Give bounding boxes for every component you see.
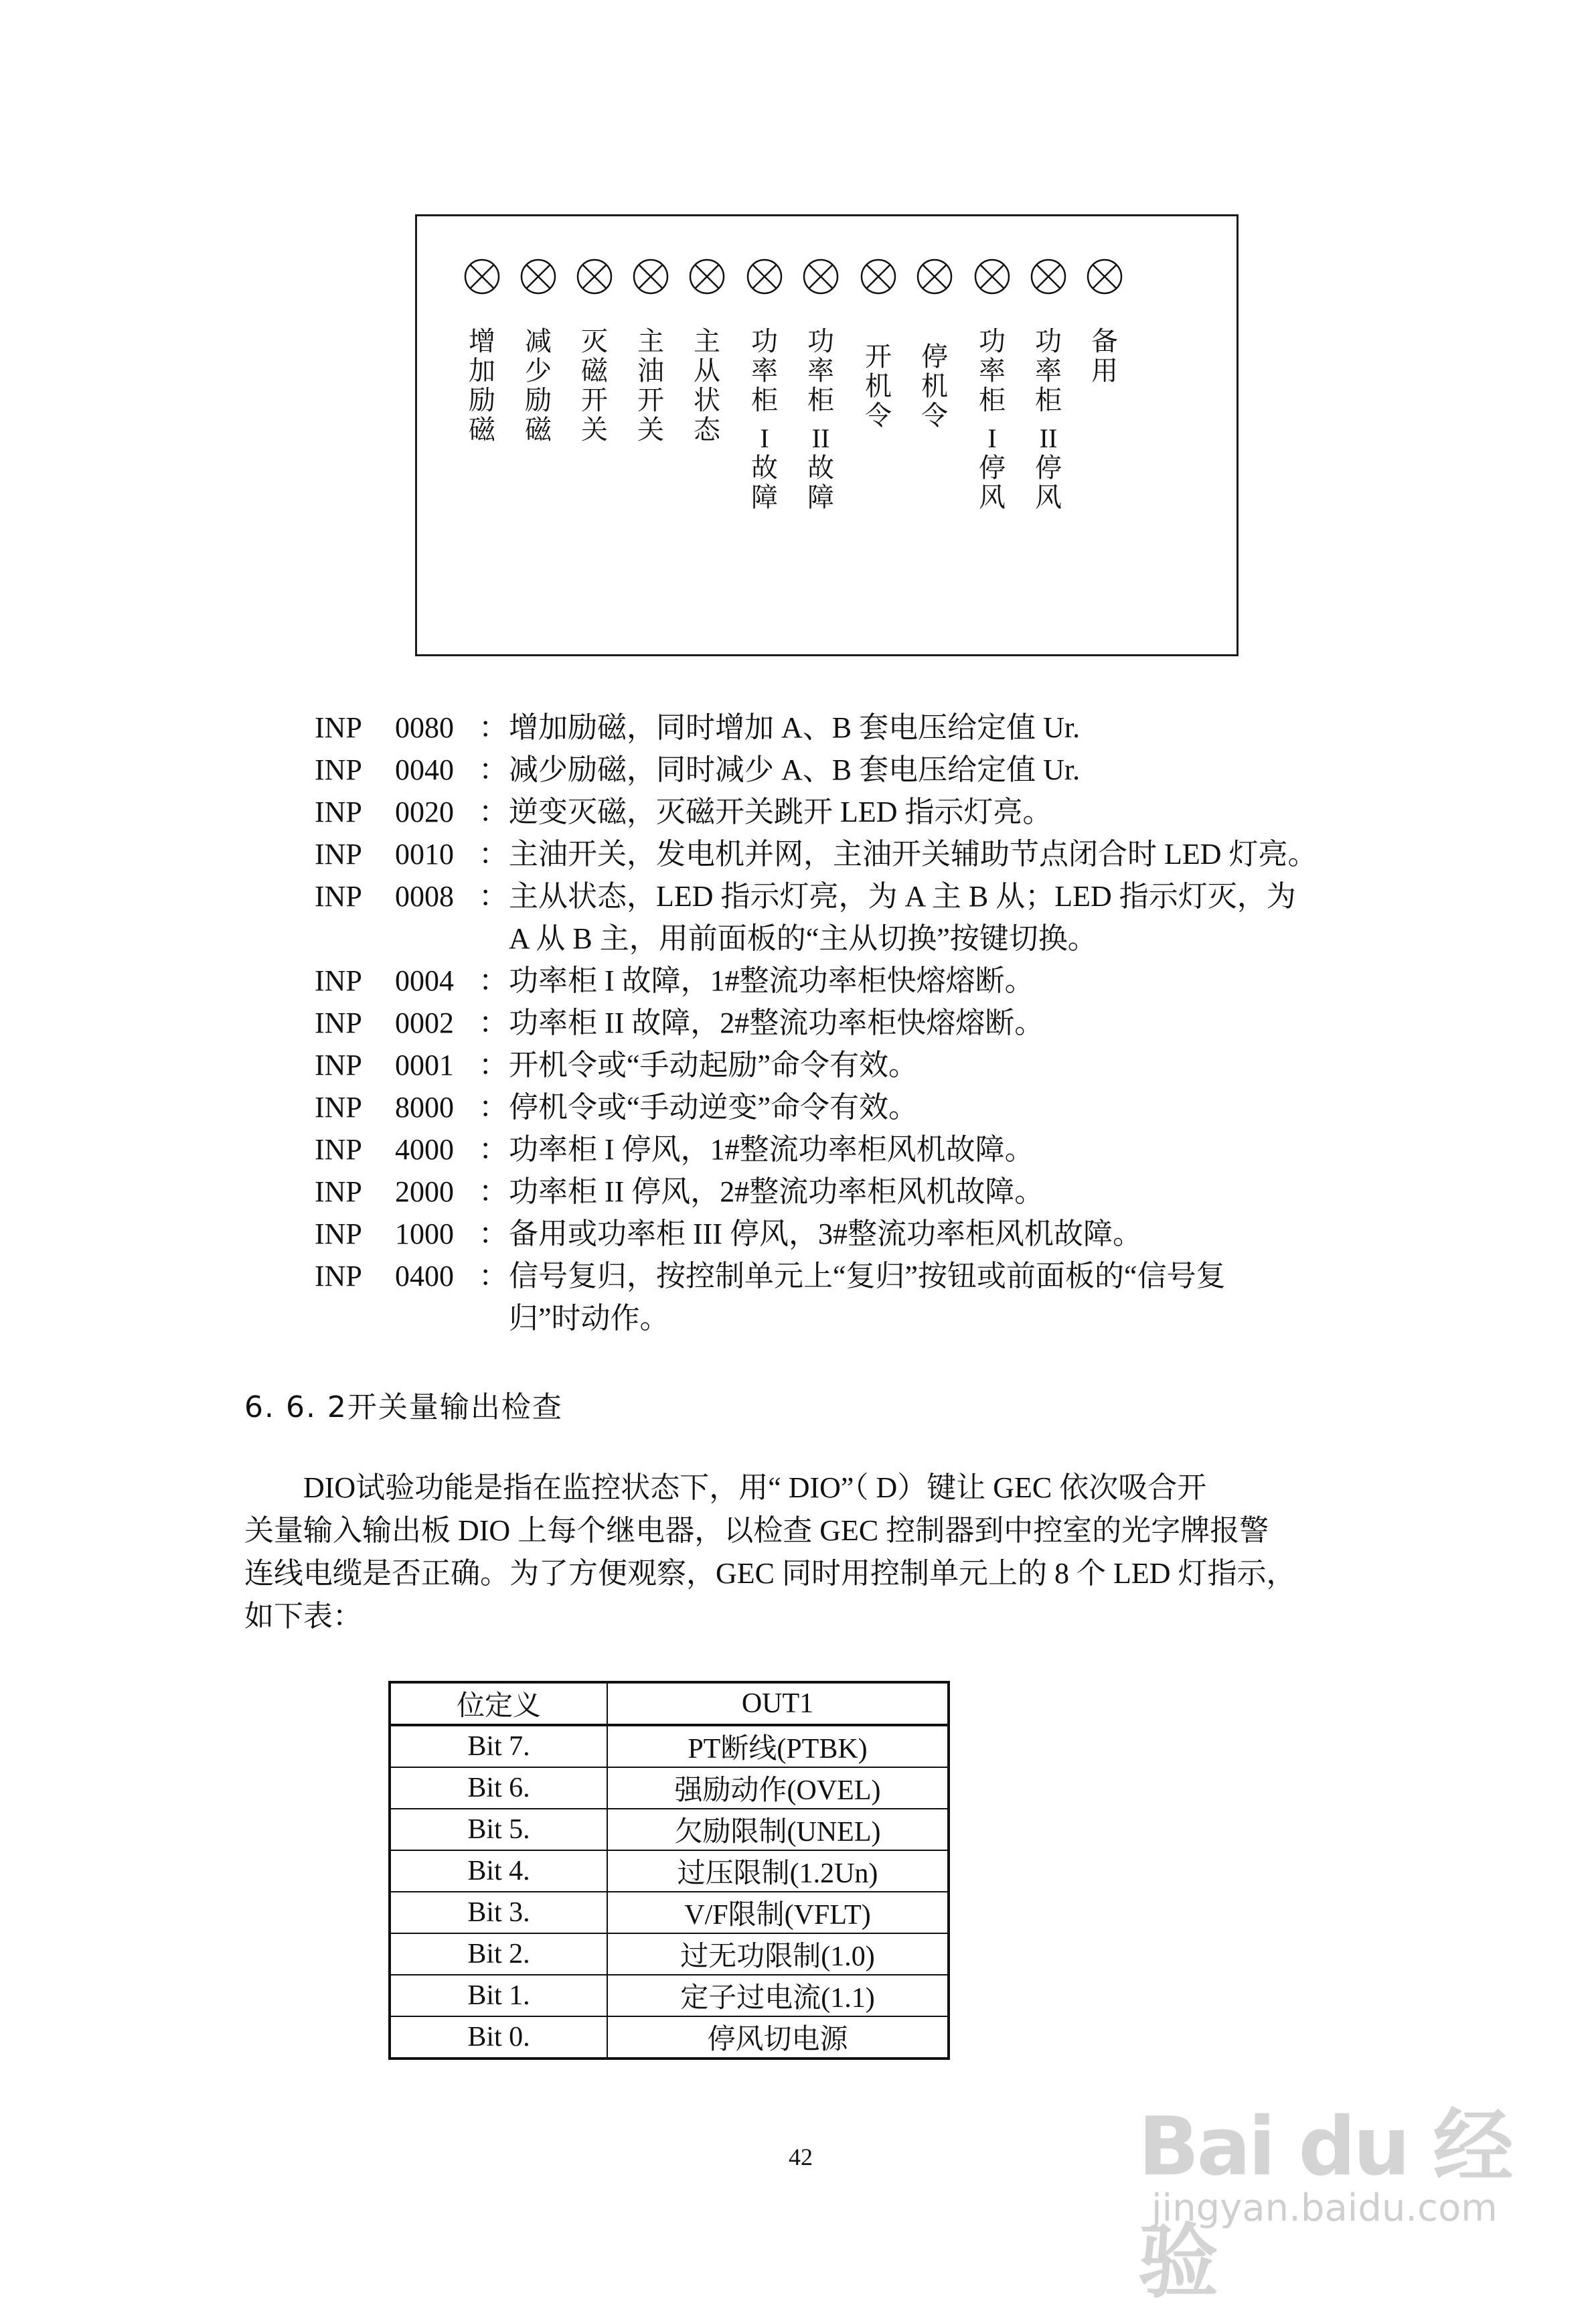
watermark-logo-text: Bai du 经验 xyxy=(1138,2101,1511,2309)
indicator-sublabel xyxy=(791,424,851,512)
indicator-label-char: 开 xyxy=(581,385,608,415)
paragraph-line: DIO试验功能是指在监控状态下，用“ DIO”（ D）键让 GEC 依次吸合开 xyxy=(244,1471,1207,1504)
led-indicator xyxy=(677,216,737,658)
indicator-label-char: 增 xyxy=(469,326,495,356)
indicator-label xyxy=(791,327,851,415)
indicator-label-char: 功 xyxy=(807,326,834,356)
indicator-lamp-icon xyxy=(746,258,783,295)
indicator-label xyxy=(677,327,737,445)
table-row xyxy=(390,1933,949,1975)
indicator-sublabel-char: 风 xyxy=(979,482,1006,512)
bit-cell: Bit 2. xyxy=(390,1933,607,1975)
inp-row xyxy=(315,1213,1372,1255)
inp-row xyxy=(315,1171,1372,1213)
indicator-label xyxy=(1018,327,1079,415)
indicator-label-char: 励 xyxy=(525,385,552,415)
inp-row xyxy=(315,1002,1372,1044)
indicator-label-char: 关 xyxy=(637,415,664,445)
out1-cell: V/F限制(VFLT) xyxy=(607,1892,949,1933)
inp-keyword: INP xyxy=(315,880,362,913)
indicator-sublabel xyxy=(734,424,795,512)
indicator-label xyxy=(734,327,795,415)
inp-keyword: INP xyxy=(315,1260,362,1292)
led-indicator xyxy=(564,216,625,658)
bit-cell: Bit 5. xyxy=(390,1809,607,1850)
indicator-label-char: 态 xyxy=(694,415,720,445)
indicator-label-char: 令 xyxy=(921,400,948,431)
indicator-label-char: 少 xyxy=(525,356,552,386)
inp-description: 开机令或“手动起励”命令有效。 xyxy=(509,1049,919,1081)
bit-cell: Bit 7. xyxy=(390,1725,607,1767)
indicator-sublabel-char: 停 xyxy=(1035,453,1062,483)
inp-colon: ： xyxy=(479,1217,508,1250)
indicator-label-char: 磁 xyxy=(525,415,552,445)
inp-code: 0080 xyxy=(395,711,454,744)
indicator-label-char: 柜 xyxy=(751,385,778,415)
inp-code: 0001 xyxy=(395,1049,454,1081)
led-indicator xyxy=(962,216,1022,658)
inp-description-continued: A 从 B 主，用前面板的“主从切换”按键切换。 xyxy=(509,922,1097,955)
header-out1: OUT1 xyxy=(607,1682,949,1725)
indicator-label-char: 机 xyxy=(865,371,892,401)
inp-colon: ： xyxy=(479,711,508,744)
indicator-label-char: 令 xyxy=(865,400,892,431)
bit-cell: Bit 4. xyxy=(390,1850,607,1892)
indicator-label-char: 柜 xyxy=(1035,385,1062,415)
led-indicator xyxy=(508,216,568,658)
indicator-lamp-icon xyxy=(463,258,501,295)
table-row xyxy=(390,1850,949,1892)
indicator-label-char: 率 xyxy=(979,356,1006,386)
indicator-lamp-icon xyxy=(688,258,726,295)
inp-row xyxy=(315,706,1372,749)
out1-cell: 过压限制(1.2Un) xyxy=(607,1850,949,1892)
section-title: 6. 6. 2开关量输出检查 xyxy=(244,1390,563,1424)
table-row xyxy=(390,1767,949,1809)
inp-keyword: INP xyxy=(315,838,362,871)
inp-keyword: INP xyxy=(315,796,362,828)
indicator-sublabel xyxy=(962,424,1022,512)
indicator-lamp-icon xyxy=(802,258,840,295)
led-indicator xyxy=(791,216,851,658)
indicator-lamp-icon xyxy=(576,258,613,295)
inp-code: 2000 xyxy=(395,1175,454,1208)
inp-colon: ： xyxy=(479,964,508,997)
inp-keyword: INP xyxy=(315,1049,362,1081)
indicator-lamp-icon xyxy=(520,258,557,295)
indicator-label xyxy=(904,342,965,431)
indicator-label-char: 磁 xyxy=(581,356,608,386)
inp-colon: ： xyxy=(479,1091,508,1124)
led-indicator xyxy=(904,216,965,658)
indicator-sublabel-char: 故 xyxy=(751,453,778,483)
indicator-sublabel-char: II xyxy=(1039,423,1058,453)
indicator-label-char: 停 xyxy=(921,342,948,372)
dio-bit-table xyxy=(388,1681,950,2060)
led-indicator-panel xyxy=(415,214,1239,656)
indicator-label-char: 率 xyxy=(807,356,834,386)
indicator-label-char: 开 xyxy=(865,342,892,372)
indicator-label-char: 柜 xyxy=(807,385,834,415)
inp-description: 减少励磁，同时减少 A、B 套电压给定值 Ur. xyxy=(509,753,1081,786)
indicator-label-char: 从 xyxy=(694,356,720,386)
inp-row xyxy=(315,1128,1372,1171)
inp-code: 0020 xyxy=(395,796,454,828)
inp-row xyxy=(315,833,1372,875)
table-header-row xyxy=(390,1682,949,1725)
bit-cell: Bit 0. xyxy=(390,2016,607,2059)
inp-row xyxy=(315,960,1372,1002)
inp-row xyxy=(315,791,1372,833)
inp-code: 0008 xyxy=(395,880,454,913)
inp-description: 功率柜 II 停风，2#整流功率柜风机故障。 xyxy=(509,1175,1044,1208)
indicator-label-char: 率 xyxy=(751,356,778,386)
inp-description: 信号复归，按控制单元上“复归”按钮或前面板的“信号复 xyxy=(509,1260,1226,1292)
header-bit-definition: 位定义 xyxy=(390,1682,607,1725)
inp-list xyxy=(315,706,1372,1339)
paragraph-line: 连线电缆是否正确。为了方便观察，GEC 同时用控制单元上的 8 个 LED 灯指示， xyxy=(244,1557,1296,1590)
inp-keyword: INP xyxy=(315,753,362,786)
inp-keyword: INP xyxy=(315,1133,362,1166)
indicator-lamp-icon xyxy=(1086,258,1123,295)
inp-colon: ： xyxy=(479,1006,508,1039)
inp-description: 停机令或“手动逆变”命令有效。 xyxy=(509,1091,919,1124)
inp-colon: ： xyxy=(479,1260,508,1292)
inp-colon: ： xyxy=(479,1133,508,1166)
paragraph-line: 如下表： xyxy=(244,1600,362,1633)
inp-description: 功率柜 I 停风，1#整流功率柜风机故障。 xyxy=(509,1133,1034,1166)
inp-row xyxy=(315,1086,1372,1128)
led-indicator xyxy=(848,216,908,658)
watermark-url: jingyan.baidu.com xyxy=(1151,2186,1498,2230)
indicator-sublabel-char: 风 xyxy=(1035,482,1062,512)
inp-description: 主油开关，发电机并网，主油开关辅助节点闭合时 LED 灯亮。 xyxy=(509,838,1318,871)
indicator-label-char: 机 xyxy=(921,371,948,401)
page-number: 42 xyxy=(789,2144,813,2170)
inp-keyword: INP xyxy=(315,964,362,997)
indicator-sublabel-char: I xyxy=(760,423,769,453)
led-indicator xyxy=(452,216,512,658)
inp-colon: ： xyxy=(479,753,508,786)
inp-keyword: INP xyxy=(315,1217,362,1250)
out1-cell: 强励动作(OVEL) xyxy=(607,1767,949,1809)
indicator-sublabel-char: 停 xyxy=(979,453,1006,483)
inp-row xyxy=(315,1044,1372,1086)
indicator-sublabel-char: 障 xyxy=(751,482,778,512)
indicator-sublabel xyxy=(1018,424,1079,512)
indicator-lamp-icon xyxy=(1030,258,1067,295)
indicator-label xyxy=(1074,327,1135,386)
indicator-label-char: 灭 xyxy=(581,326,608,356)
indicator-label-char: 主 xyxy=(694,326,720,356)
indicator-label-char: 开 xyxy=(637,385,664,415)
indicator-label-char: 油 xyxy=(637,356,664,386)
inp-colon: ： xyxy=(479,838,508,871)
inp-code: 0002 xyxy=(395,1006,454,1039)
indicator-lamp-icon xyxy=(973,258,1011,295)
led-indicator xyxy=(1018,216,1079,658)
inp-keyword: INP xyxy=(315,1175,362,1208)
indicator-sublabel-char: I xyxy=(987,423,997,453)
inp-row xyxy=(315,1255,1372,1339)
out1-cell: 停风切电源 xyxy=(607,2016,949,2059)
inp-description: 功率柜 I 故障，1#整流功率柜快熔熔断。 xyxy=(509,964,1034,997)
indicator-label-char: 主 xyxy=(637,326,664,356)
indicator-label xyxy=(508,327,568,445)
inp-code: 0400 xyxy=(395,1260,454,1292)
indicator-label xyxy=(452,327,512,445)
paragraph-line: 关量输入输出板 DIO 上每个继电器，以检查 GEC 控制器到中控室的光字牌报警 xyxy=(244,1514,1269,1547)
inp-keyword: INP xyxy=(315,711,362,744)
led-indicator xyxy=(734,216,795,658)
inp-description: 逆变灭磁，灭磁开关跳开 LED 指示灯亮。 xyxy=(509,796,1052,828)
indicator-label xyxy=(848,342,908,431)
indicator-label xyxy=(621,327,681,445)
baidu-jingyan-watermark xyxy=(1138,2083,1553,2309)
inp-description: 主从状态，LED 指示灯亮，为 A 主 B 从；LED 指示灯灭，为 xyxy=(509,880,1296,913)
indicator-sublabel-char: 故 xyxy=(807,453,834,483)
bit-cell: Bit 6. xyxy=(390,1767,607,1809)
inp-description: 增加励磁，同时增加 A、B 套电压给定值 Ur. xyxy=(509,711,1081,744)
indicator-sublabel-char: II xyxy=(811,423,830,453)
out1-cell: 过无功限制(1.0) xyxy=(607,1933,949,1975)
inp-keyword: INP xyxy=(315,1091,362,1124)
inp-row xyxy=(315,749,1372,791)
table-row xyxy=(390,1809,949,1850)
indicator-label-char: 状 xyxy=(694,385,720,415)
table-row xyxy=(390,1975,949,2016)
table-row xyxy=(390,1725,949,1767)
out1-cell: 定子过电流(1.1) xyxy=(607,1975,949,2016)
inp-code: 1000 xyxy=(395,1217,454,1250)
inp-row xyxy=(315,875,1372,960)
indicator-label-char: 功 xyxy=(751,326,778,356)
indicator-label-char: 减 xyxy=(525,326,552,356)
indicator-label-char: 功 xyxy=(1035,326,1062,356)
indicator-label-char: 励 xyxy=(469,385,495,415)
table-row xyxy=(390,1892,949,1933)
indicator-lamp-icon xyxy=(916,258,953,295)
inp-code: 8000 xyxy=(395,1091,454,1124)
out1-cell: 欠励限制(UNEL) xyxy=(607,1809,949,1850)
indicator-label-char: 加 xyxy=(469,356,495,386)
indicator-label-char: 功 xyxy=(979,326,1006,356)
indicator-label-char: 关 xyxy=(581,415,608,445)
bit-cell: Bit 1. xyxy=(390,1975,607,2016)
bit-cell: Bit 3. xyxy=(390,1892,607,1933)
inp-keyword: INP xyxy=(315,1006,362,1039)
indicator-label-char: 用 xyxy=(1091,356,1118,386)
inp-colon: ： xyxy=(479,1175,508,1208)
indicator-lamp-icon xyxy=(632,258,669,295)
table-row xyxy=(390,2016,949,2059)
inp-colon: ： xyxy=(479,796,508,828)
indicator-label-char: 磁 xyxy=(469,415,495,445)
inp-code: 4000 xyxy=(395,1133,454,1166)
inp-code: 0040 xyxy=(395,753,454,786)
led-indicator xyxy=(621,216,681,658)
indicator-sublabel-char: 障 xyxy=(807,482,834,512)
indicator-label xyxy=(564,327,625,445)
inp-description: 备用或功率柜 III 停风，3#整流功率柜风机故障。 xyxy=(509,1217,1142,1250)
indicator-label-char: 柜 xyxy=(979,385,1006,415)
inp-colon: ： xyxy=(479,1049,508,1081)
inp-code: 0004 xyxy=(395,964,454,997)
body-paragraph xyxy=(244,1467,1369,1638)
inp-description: 功率柜 II 故障，2#整流功率柜快熔熔断。 xyxy=(509,1006,1044,1039)
indicator-label xyxy=(962,327,1022,415)
inp-colon: ： xyxy=(479,880,508,913)
indicator-label-char: 备 xyxy=(1091,326,1118,356)
led-indicator xyxy=(1074,216,1135,658)
out1-cell: PT断线(PTBK) xyxy=(607,1725,949,1767)
inp-code: 0010 xyxy=(395,838,454,871)
indicator-lamp-icon xyxy=(860,258,897,295)
inp-description-continued: 归”时动作。 xyxy=(509,1302,669,1335)
indicator-label-char: 率 xyxy=(1035,356,1062,386)
